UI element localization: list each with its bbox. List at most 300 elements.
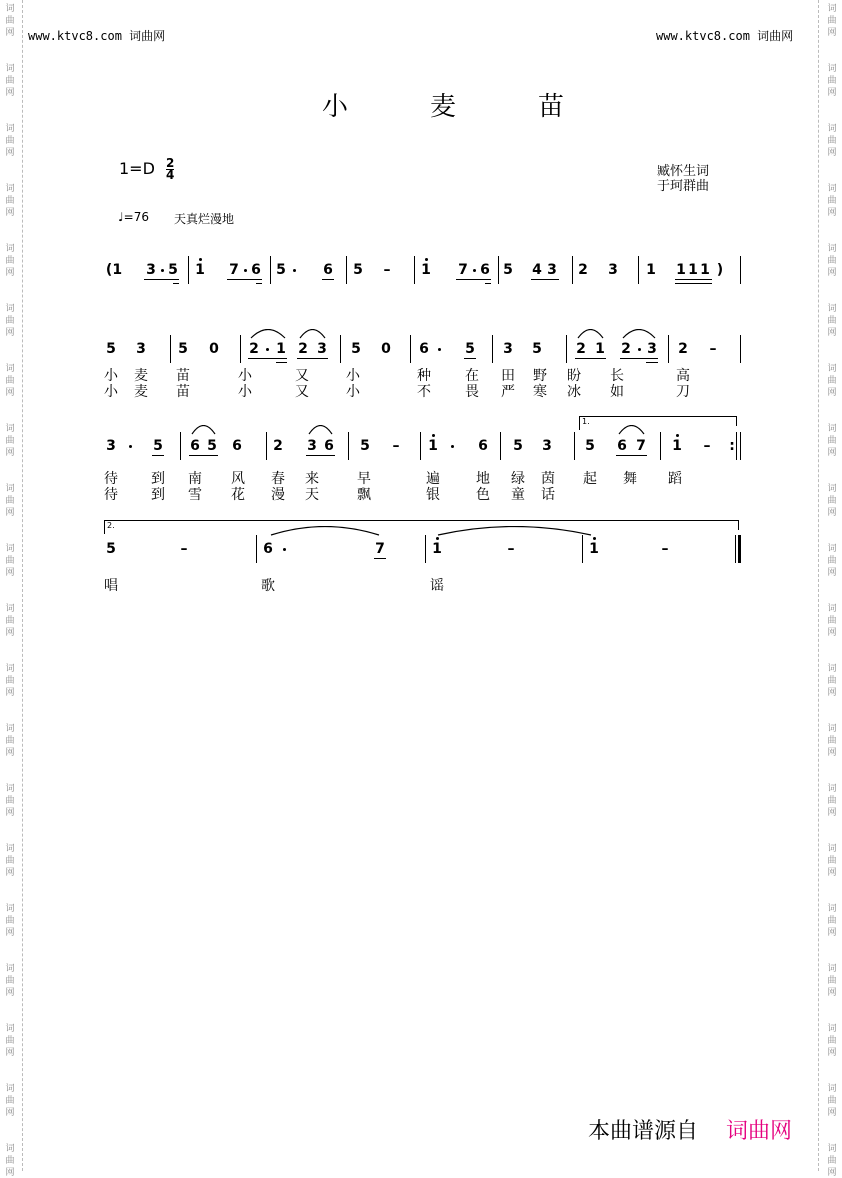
watermark-char: 网 [5, 448, 15, 458]
note: 2 [578, 262, 588, 278]
watermark-char: 词 [5, 1024, 15, 1034]
barline [170, 335, 171, 363]
barline [660, 432, 661, 460]
note: 2 [249, 341, 259, 357]
note: 1 [646, 262, 656, 278]
note: 6 [480, 262, 490, 278]
note: 5 [513, 438, 523, 454]
tempo-mark: ♩=76 [118, 210, 149, 224]
watermark-char: 词 [5, 364, 15, 374]
lyric-char: 春 [271, 471, 285, 487]
lyric-char: 到 [151, 471, 165, 487]
volta-1-line [579, 416, 736, 417]
watermark-char: 网 [5, 748, 15, 758]
watermark-char: 网 [827, 928, 837, 938]
watermark-char: 网 [827, 28, 837, 38]
watermark-char: 曲 [827, 1036, 837, 1046]
watermark-char: 网 [827, 748, 837, 758]
watermark-char: 网 [5, 148, 15, 158]
underline [322, 279, 334, 280]
watermark-char: 网 [5, 808, 15, 818]
note: 3 [307, 438, 317, 454]
note: ) [716, 262, 724, 278]
watermark-char: 曲 [5, 1036, 15, 1046]
note: 5 [178, 341, 188, 357]
watermark-char: 网 [827, 508, 837, 518]
note: 6 [324, 438, 334, 454]
note: – [709, 341, 717, 357]
note: 5 [153, 438, 163, 454]
lyric-char: 如 [610, 384, 624, 400]
note: 3 [542, 438, 552, 454]
underline [456, 279, 491, 280]
note: 2 [621, 341, 631, 357]
watermark-char: 曲 [827, 436, 837, 446]
note: 6 [478, 438, 488, 454]
watermark-char: 曲 [5, 856, 15, 866]
watermark-char: 网 [5, 1108, 15, 1118]
lyric-char: 高 [676, 368, 690, 384]
note: 1 [672, 438, 682, 454]
key-signature [119, 158, 174, 181]
tie [270, 526, 380, 536]
note: 1 [676, 262, 686, 278]
lyric-char: 童 [511, 487, 525, 503]
lyric-char: 漫 [271, 487, 285, 503]
watermark-char: 网 [5, 568, 15, 578]
lyric-char: 蹈 [668, 471, 682, 487]
lyric-char: 种 [417, 368, 431, 384]
site-link-left[interactable]: www.ktvc8.com 词曲网 [28, 29, 166, 43]
watermark-char: 词 [827, 844, 837, 854]
barline [736, 432, 737, 460]
note: – [507, 541, 515, 557]
watermark-char: 曲 [5, 796, 15, 806]
watermark-char: 词 [5, 904, 15, 914]
watermark-char: 网 [827, 448, 837, 458]
watermark-char: 词 [5, 964, 15, 974]
barline [740, 432, 741, 460]
high-octave-dot [593, 537, 596, 540]
watermark-char: 词 [827, 664, 837, 674]
lyric-char: 又 [295, 384, 309, 400]
note: 3 [608, 262, 618, 278]
lyric-char: 野 [533, 368, 547, 384]
note: 7 [458, 262, 468, 278]
composer: 于珂群曲 [657, 179, 710, 194]
note: 3 [547, 262, 557, 278]
barline [240, 335, 241, 363]
watermark-char: 曲 [5, 556, 15, 566]
barline [425, 535, 426, 563]
lyric-char: 谣 [430, 578, 444, 594]
watermark-char: 曲 [827, 556, 837, 566]
watermark-char: 网 [5, 928, 15, 938]
barline [740, 256, 741, 284]
watermark-char: 曲 [5, 916, 15, 926]
lyric-char: 小 [238, 368, 252, 384]
watermark-char: 曲 [5, 616, 15, 626]
note: 5 [353, 262, 363, 278]
slur [191, 425, 216, 435]
watermark-char: 曲 [827, 496, 837, 506]
watermark-char: 网 [827, 988, 837, 998]
note: 1 [432, 541, 442, 557]
watermark-char: 词 [5, 604, 15, 614]
watermark-char: 网 [827, 388, 837, 398]
high-octave-dot [432, 434, 435, 437]
watermark-char: 曲 [827, 76, 837, 86]
underline [675, 279, 712, 280]
lyric-char: 待 [104, 487, 118, 503]
watermark-char: 曲 [5, 496, 15, 506]
watermark-char: 词 [5, 784, 15, 794]
underline [227, 279, 262, 280]
lyric-char: 色 [476, 487, 490, 503]
slur [299, 329, 326, 339]
note: – [383, 262, 391, 278]
watermark-char: 网 [827, 268, 837, 278]
lyric-char: 小 [104, 384, 118, 400]
watermark-char: 词 [5, 244, 15, 254]
watermark-char: 曲 [827, 376, 837, 386]
augmentation-dot [161, 269, 164, 272]
slur [618, 425, 645, 435]
barline [492, 335, 493, 363]
watermark-char: 曲 [827, 1096, 837, 1106]
time-numerator: 2 [166, 156, 175, 170]
augmentation-dot [283, 548, 286, 551]
note: 7 [375, 541, 385, 557]
watermark-char: 网 [5, 508, 15, 518]
watermark-char: 曲 [827, 856, 837, 866]
lyric-char: 畏 [465, 384, 479, 400]
watermark-char: 网 [5, 268, 15, 278]
lyric-char: 飘 [357, 487, 371, 503]
note: 6 [251, 262, 261, 278]
watermark-char: 曲 [827, 316, 837, 326]
underline [646, 362, 658, 363]
watermark-char: 网 [5, 208, 15, 218]
lyric-char: 刀 [676, 384, 690, 400]
watermark-char: 曲 [5, 76, 15, 86]
lyric-char: 不 [417, 384, 431, 400]
lyric-char: 麦 [134, 368, 148, 384]
note: 5 [168, 262, 178, 278]
note: 7 [636, 438, 646, 454]
watermark-char: 网 [827, 1108, 837, 1118]
barline [348, 432, 349, 460]
note: 3 [146, 262, 156, 278]
volta-2-line [104, 520, 738, 521]
watermark-char: 词 [827, 424, 837, 434]
watermark-char: 词 [5, 124, 15, 134]
footer-source: 本曲谱源自 [588, 1119, 699, 1144]
note: : [729, 438, 735, 454]
slur [577, 329, 604, 339]
note: 1 [589, 541, 599, 557]
lyricist: 臧怀生词 [657, 164, 710, 179]
note: 2 [298, 341, 308, 357]
lyric-char: 花 [231, 487, 245, 503]
note: 6 [232, 438, 242, 454]
barline [638, 256, 639, 284]
note: 5 [360, 438, 370, 454]
watermark-char: 词 [827, 4, 837, 14]
barline [740, 335, 741, 363]
lyric-char: 麦 [134, 384, 148, 400]
watermark-char: 词 [827, 784, 837, 794]
watermark-char: 词 [5, 1144, 15, 1154]
note: 1 [276, 341, 286, 357]
watermark-char: 曲 [827, 16, 837, 26]
note: 3 [503, 341, 513, 357]
lyric-char: 冰 [567, 384, 581, 400]
right-watermark-strip [822, 0, 842, 1178]
watermark-char: 曲 [827, 976, 837, 986]
watermark-char: 曲 [5, 1156, 15, 1166]
barline [270, 256, 271, 284]
volta-1-label: 1. [582, 417, 590, 426]
watermark-char: 曲 [827, 676, 837, 686]
lyric-char: 起 [583, 471, 597, 487]
barline [414, 256, 415, 284]
barline [574, 432, 575, 460]
watermark-char: 曲 [5, 316, 15, 326]
left-watermark-strip [0, 0, 20, 1178]
watermark-char: 网 [827, 328, 837, 338]
watermark-char: 曲 [5, 136, 15, 146]
note: 1 [195, 262, 205, 278]
note: 3 [136, 341, 146, 357]
watermark-char: 词 [827, 724, 837, 734]
lyric-char: 早 [357, 471, 371, 487]
watermark-char: 网 [827, 1168, 837, 1178]
note: 1 [595, 341, 605, 357]
watermark-char: 词 [827, 364, 837, 374]
barline [668, 335, 669, 363]
underline [189, 455, 218, 456]
lyric-char: 小 [346, 384, 360, 400]
note: 3 [317, 341, 327, 357]
barline [256, 535, 257, 563]
note: – [703, 438, 711, 454]
watermark-char: 网 [5, 628, 15, 638]
barline [104, 520, 105, 534]
slur [250, 329, 286, 339]
barline [410, 335, 411, 363]
watermark-char: 曲 [5, 196, 15, 206]
watermark-char: 网 [5, 988, 15, 998]
note: 5 [465, 341, 475, 357]
note: 5 [532, 341, 542, 357]
watermark-char: 曲 [827, 256, 837, 266]
underline [248, 358, 287, 359]
lyric-char: 南 [188, 471, 202, 487]
lyric-char: 寒 [533, 384, 547, 400]
note: 6 [190, 438, 200, 454]
lyric-char: 话 [541, 487, 555, 503]
underline [256, 283, 262, 284]
watermark-char: 词 [5, 664, 15, 674]
footer-brand-link[interactable]: 词曲网 [726, 1119, 793, 1144]
watermark-char: 网 [827, 688, 837, 698]
note: 7 [229, 262, 239, 278]
lyric-char: 在 [465, 368, 479, 384]
watermark-char: 词 [5, 304, 15, 314]
watermark-char: 词 [827, 484, 837, 494]
lyric-char: 来 [305, 471, 319, 487]
augmentation-dot [244, 269, 247, 272]
watermark-char: 网 [827, 568, 837, 578]
lyric-char: 歌 [261, 578, 275, 594]
barline [566, 335, 567, 363]
barline [500, 432, 501, 460]
note: 0 [381, 341, 391, 357]
watermark-char: 曲 [827, 736, 837, 746]
barline [180, 432, 181, 460]
augmentation-dot [438, 348, 441, 351]
underline [297, 358, 328, 359]
watermark-char: 词 [827, 1024, 837, 1034]
lyric-char: 唱 [104, 578, 118, 594]
watermark-char: 词 [827, 604, 837, 614]
note: 1 [421, 262, 431, 278]
lyric-char: 苗 [176, 384, 190, 400]
watermark-char: 网 [5, 868, 15, 878]
watermark-char: 曲 [827, 796, 837, 806]
barline [340, 335, 341, 363]
watermark-char: 词 [5, 724, 15, 734]
note: 5 [106, 541, 116, 557]
slur [308, 425, 333, 435]
watermark-char: 词 [827, 1144, 837, 1154]
underline [173, 283, 179, 284]
augmentation-dot [266, 348, 269, 351]
barline [420, 432, 421, 460]
high-octave-dot [436, 537, 439, 540]
lyric-char: 田 [501, 368, 515, 384]
watermark-char: 曲 [827, 916, 837, 926]
underline [276, 362, 287, 363]
augmentation-dot [451, 445, 454, 448]
watermark-char: 网 [5, 88, 15, 98]
watermark-char: 网 [5, 1048, 15, 1058]
underline [144, 279, 179, 280]
key-label: 1=D [119, 159, 155, 178]
barline [266, 432, 267, 460]
lyric-char: 又 [295, 368, 309, 384]
watermark-char: 词 [827, 304, 837, 314]
note: 2 [678, 341, 688, 357]
lyric-char: 小 [238, 384, 252, 400]
watermark-char: 词 [827, 244, 837, 254]
underline [675, 283, 712, 284]
watermark-char: 词 [827, 184, 837, 194]
augmentation-dot [638, 348, 641, 351]
lyric-char: 盼 [567, 368, 581, 384]
note: 5 [276, 262, 286, 278]
barline [736, 416, 737, 426]
note: 1 [700, 262, 710, 278]
high-octave-dot [676, 434, 679, 437]
watermark-char: 词 [827, 964, 837, 974]
barline [735, 535, 736, 563]
high-octave-dot [199, 258, 202, 261]
watermark-char: 曲 [5, 676, 15, 686]
watermark-char: 词 [5, 424, 15, 434]
watermark-char: 网 [827, 148, 837, 158]
underline [620, 358, 658, 359]
barline [498, 256, 499, 284]
lyric-char: 风 [231, 471, 245, 487]
lyric-char: 遍 [426, 471, 440, 487]
underline [531, 279, 559, 280]
tie [437, 526, 592, 536]
watermark-char: 网 [5, 688, 15, 698]
note: 1 [688, 262, 698, 278]
underline [616, 455, 647, 456]
barline [346, 256, 347, 284]
barline [572, 256, 573, 284]
watermark-char: 网 [5, 1168, 15, 1178]
underline [575, 358, 606, 359]
barline [738, 520, 739, 530]
high-octave-dot [425, 258, 428, 261]
lyric-char: 小 [346, 368, 360, 384]
watermark-char: 曲 [827, 616, 837, 626]
note: – [180, 541, 188, 557]
note: 5 [503, 262, 513, 278]
note: 5 [207, 438, 217, 454]
note: 2 [576, 341, 586, 357]
watermark-char: 曲 [5, 436, 15, 446]
site-link-right[interactable]: www.ktvc8.com 词曲网 [656, 29, 794, 43]
note: 5 [585, 438, 595, 454]
watermark-char: 词 [5, 4, 15, 14]
watermark-char: 网 [827, 1048, 837, 1058]
expression-mark: 天真烂漫地 [174, 212, 235, 226]
watermark-char: 词 [5, 484, 15, 494]
barline [579, 416, 580, 430]
augmentation-dot [129, 445, 132, 448]
watermark-char: 网 [5, 328, 15, 338]
note: 6 [617, 438, 627, 454]
note: 2 [273, 438, 283, 454]
watermark-char: 词 [5, 1084, 15, 1094]
watermark-char: 曲 [827, 1156, 837, 1166]
watermark-char: 网 [827, 208, 837, 218]
time-denominator: 4 [166, 168, 175, 182]
left-margin-line [22, 0, 23, 1171]
note: 3 [106, 438, 116, 454]
lyric-char: 小 [104, 368, 118, 384]
watermark-char: 曲 [827, 196, 837, 206]
lyric-char: 银 [426, 487, 440, 503]
watermark-char: 曲 [5, 736, 15, 746]
augmentation-dot [293, 269, 296, 272]
watermark-char: 词 [827, 1084, 837, 1094]
lyric-char: 天 [305, 487, 319, 503]
watermark-char: 网 [827, 628, 837, 638]
note: – [392, 438, 400, 454]
slur [622, 329, 656, 339]
time-signature [166, 158, 174, 181]
underline [374, 558, 386, 559]
watermark-char: 词 [5, 544, 15, 554]
note: 1 [428, 438, 438, 454]
underline [306, 455, 335, 456]
